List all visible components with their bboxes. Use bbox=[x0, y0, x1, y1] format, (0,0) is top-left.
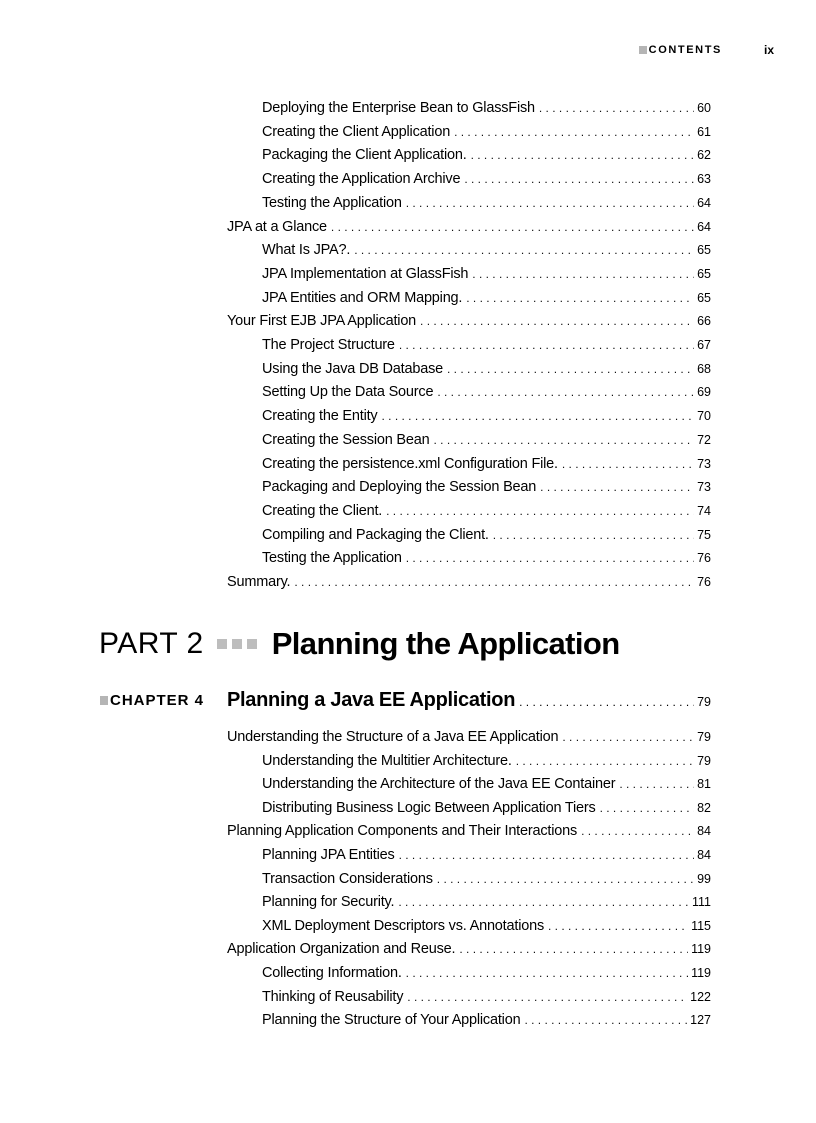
toc-entry-title: Creating the Application Archive bbox=[262, 171, 461, 188]
toc-entry-title: Creating the persistence.xml Configuration File. bbox=[262, 455, 558, 472]
part-title: Planning the Application bbox=[271, 626, 620, 661]
toc-entry[interactable] bbox=[262, 145, 711, 165]
toc-entry[interactable] bbox=[262, 98, 711, 118]
toc-entry[interactable] bbox=[262, 288, 711, 308]
toc-entry-title: Application Organization and Reuse. bbox=[227, 941, 456, 958]
leader-dots bbox=[493, 525, 694, 545]
header-marker-icon bbox=[639, 46, 647, 54]
leader-dots bbox=[294, 572, 694, 592]
toc-entry[interactable] bbox=[262, 845, 711, 865]
leader-dots bbox=[399, 845, 695, 865]
toc-entry[interactable] bbox=[262, 335, 711, 355]
leader-dots bbox=[382, 406, 695, 426]
leader-dots bbox=[464, 169, 694, 189]
header-label: CONTENTS bbox=[648, 44, 722, 56]
leader-dots bbox=[466, 288, 694, 308]
toc-entry-title: JPA Entities and ORM Mapping. bbox=[262, 289, 463, 306]
leader-dots bbox=[398, 892, 689, 912]
toc-entry[interactable] bbox=[262, 406, 711, 426]
leader-dots bbox=[548, 916, 688, 936]
toc-entry-page: 65 bbox=[697, 243, 711, 258]
toc-entry-title: Understanding the Multitier Architecture. bbox=[262, 752, 512, 769]
toc-entry[interactable] bbox=[262, 892, 711, 912]
chapter-label bbox=[100, 692, 204, 709]
toc-entry-title: XML Deployment Descriptors vs. Annotations bbox=[262, 917, 544, 934]
toc-entry[interactable] bbox=[227, 572, 711, 592]
toc-entry-page: 119 bbox=[691, 942, 711, 957]
toc-entry-page: 82 bbox=[697, 800, 711, 815]
toc-entry-page: 84 bbox=[697, 824, 711, 839]
toc-entry-title: Your First EJB JPA Application bbox=[227, 313, 417, 330]
toc-entry-page: 64 bbox=[697, 219, 711, 234]
leader-dots bbox=[454, 122, 694, 142]
toc-entry-title: JPA at a Glance bbox=[227, 218, 327, 235]
toc-entry-title: Compiling and Packaging the Client. bbox=[262, 526, 489, 543]
toc-entry[interactable] bbox=[262, 501, 711, 521]
running-header bbox=[639, 43, 774, 57]
toc-entry-title: Thinking of Reusability bbox=[262, 988, 404, 1005]
leader-dots bbox=[562, 454, 694, 474]
toc-entry[interactable] bbox=[227, 939, 711, 959]
toc-entry-title: Distributing Business Logic Between Application Tiers bbox=[262, 799, 596, 816]
toc-entry-page: 81 bbox=[697, 777, 711, 792]
part-heading bbox=[99, 626, 620, 662]
leader-dots bbox=[619, 774, 694, 794]
toc-entry[interactable] bbox=[262, 122, 711, 142]
toc-entry-page: 65 bbox=[697, 290, 711, 305]
toc-entry-page: 122 bbox=[690, 989, 711, 1004]
toc-entry-title: Creating the Client Application bbox=[262, 123, 451, 140]
leader-dots bbox=[459, 939, 688, 959]
toc-entry[interactable] bbox=[262, 987, 711, 1007]
toc-entry-page: 67 bbox=[697, 338, 711, 352]
chapter-label-text: CHAPTER 4 bbox=[110, 692, 205, 709]
toc-entry-page: 76 bbox=[697, 551, 711, 566]
toc-entry-page: 75 bbox=[697, 527, 711, 542]
toc-entry[interactable] bbox=[262, 525, 711, 545]
leader-dots bbox=[472, 264, 694, 284]
header-page-number: ix bbox=[763, 43, 774, 57]
leader-dots bbox=[354, 240, 694, 260]
leader-dots bbox=[406, 193, 694, 213]
leader-dots bbox=[600, 798, 695, 818]
toc-entry-page: 62 bbox=[697, 148, 711, 163]
toc-entry[interactable] bbox=[262, 1010, 711, 1030]
toc-entry-page: 64 bbox=[697, 195, 711, 210]
toc-entry[interactable] bbox=[227, 727, 711, 747]
leader-dots bbox=[386, 501, 694, 521]
chapter-marker-icon bbox=[100, 696, 108, 705]
leader-dots bbox=[437, 869, 694, 889]
toc-entry-page: 60 bbox=[697, 101, 711, 115]
toc-entry-title: Understanding the Architecture of the Java EE Container bbox=[262, 776, 616, 793]
toc-entry-title: Testing the Application bbox=[262, 194, 402, 211]
toc-entry-page: 79 bbox=[697, 730, 711, 744]
toc-entry-page: 111 bbox=[691, 895, 711, 910]
toc-entry[interactable] bbox=[262, 359, 711, 379]
part-separator-icon bbox=[217, 639, 262, 649]
toc-entry[interactable] bbox=[227, 821, 711, 841]
toc-entry[interactable] bbox=[227, 217, 711, 237]
toc-entry-title: Understanding the Structure of a Java EE Application bbox=[227, 729, 559, 745]
leader-dots bbox=[540, 477, 694, 497]
toc-entry-title: JPA Implementation at GlassFish bbox=[262, 265, 469, 282]
toc-entry[interactable] bbox=[262, 454, 711, 474]
toc-entry-page: 73 bbox=[697, 480, 711, 495]
toc-entry[interactable] bbox=[262, 430, 711, 450]
toc-entry-title: Creating the Session Bean bbox=[262, 431, 430, 448]
leader-dots bbox=[516, 751, 694, 771]
leader-dots bbox=[471, 145, 695, 165]
chapter-title: Planning a Java EE Application bbox=[227, 689, 516, 711]
toc-entry-page: 99 bbox=[697, 871, 711, 886]
toc-entry-page: 74 bbox=[697, 503, 711, 518]
leader-dots bbox=[581, 821, 694, 841]
toc-entry-title: What Is JPA?. bbox=[262, 242, 351, 259]
leader-dots bbox=[399, 335, 694, 355]
leader-dots bbox=[420, 311, 694, 331]
leader-dots bbox=[447, 359, 694, 379]
leader-dots bbox=[519, 695, 694, 709]
toc-entry-title: Planning JPA Entities bbox=[262, 847, 395, 863]
toc-entry-title: Creating the Client. bbox=[262, 502, 383, 519]
toc-entry-title: Packaging and Deploying the Session Bean bbox=[262, 479, 537, 496]
leader-dots bbox=[524, 1010, 687, 1030]
toc-entry-title: Planning the Structure of Your Application bbox=[262, 1012, 521, 1029]
toc-entry-title: Using the Java DB Database bbox=[262, 360, 443, 377]
toc-entry-title: Planning Application Components and Their Interactions bbox=[227, 823, 578, 840]
toc-entry[interactable] bbox=[262, 193, 711, 213]
toc-entry-page: 119 bbox=[691, 966, 711, 980]
toc-entry[interactable] bbox=[262, 264, 711, 284]
toc-entry-title: Creating the Entity bbox=[262, 408, 378, 425]
toc-entry-page: 76 bbox=[697, 575, 711, 589]
toc-entry-title: Transaction Considerations bbox=[262, 870, 433, 887]
toc-entry[interactable] bbox=[262, 798, 711, 818]
toc-entry-page: 68 bbox=[697, 361, 711, 376]
toc-entry-page: 115 bbox=[691, 918, 711, 933]
toc-entry-title: Packaging the Client Application. bbox=[262, 147, 467, 164]
toc-entry-page: 70 bbox=[697, 409, 711, 424]
leader-dots bbox=[562, 727, 694, 747]
chapter-page: 79 bbox=[697, 695, 711, 709]
leader-dots bbox=[407, 987, 687, 1007]
toc-entry[interactable] bbox=[262, 382, 711, 402]
toc-entry[interactable] bbox=[262, 751, 711, 771]
chapter-title-row[interactable] bbox=[227, 689, 711, 712]
leader-dots bbox=[434, 430, 695, 450]
toc-entry[interactable] bbox=[262, 477, 711, 497]
toc-entry-page: 73 bbox=[697, 456, 711, 471]
toc-entry[interactable] bbox=[262, 916, 711, 936]
toc-entry[interactable] bbox=[262, 963, 711, 983]
toc-entry-page: 65 bbox=[697, 266, 711, 281]
toc-entry-title: The Project Structure bbox=[262, 337, 395, 353]
leader-dots bbox=[437, 382, 694, 402]
toc-entry-title: Planning for Security. bbox=[262, 894, 395, 911]
leader-dots bbox=[406, 548, 694, 568]
toc-entry[interactable] bbox=[262, 774, 711, 794]
toc-entry[interactable] bbox=[262, 240, 711, 260]
toc-entry[interactable] bbox=[262, 869, 711, 889]
toc-entry-page: 79 bbox=[697, 753, 711, 768]
toc-entry[interactable] bbox=[227, 311, 711, 331]
leader-dots bbox=[331, 217, 694, 237]
toc-entry-page: 66 bbox=[697, 314, 711, 329]
toc-entry-title: Setting Up the Data Source bbox=[262, 384, 434, 401]
leader-dots bbox=[406, 963, 688, 983]
toc-entry-title: Deploying the Enterprise Bean to GlassFish bbox=[262, 100, 535, 116]
toc-entry-page: 72 bbox=[697, 432, 711, 447]
toc-entry-page: 63 bbox=[697, 172, 711, 187]
toc-entry[interactable] bbox=[262, 169, 711, 189]
toc-entry-page: 127 bbox=[690, 1013, 711, 1028]
leader-dots bbox=[539, 98, 694, 118]
part-label: PART 2 bbox=[99, 627, 204, 660]
toc-entry-page: 84 bbox=[697, 848, 711, 862]
toc-entry-title: Summary. bbox=[227, 574, 291, 590]
toc-entry[interactable] bbox=[262, 548, 711, 568]
toc-entry-page: 69 bbox=[697, 385, 711, 400]
toc-entry-page: 61 bbox=[697, 124, 711, 139]
toc-entry-title: Testing the Application bbox=[262, 550, 402, 567]
toc-entry-title: Collecting Information. bbox=[262, 965, 402, 981]
